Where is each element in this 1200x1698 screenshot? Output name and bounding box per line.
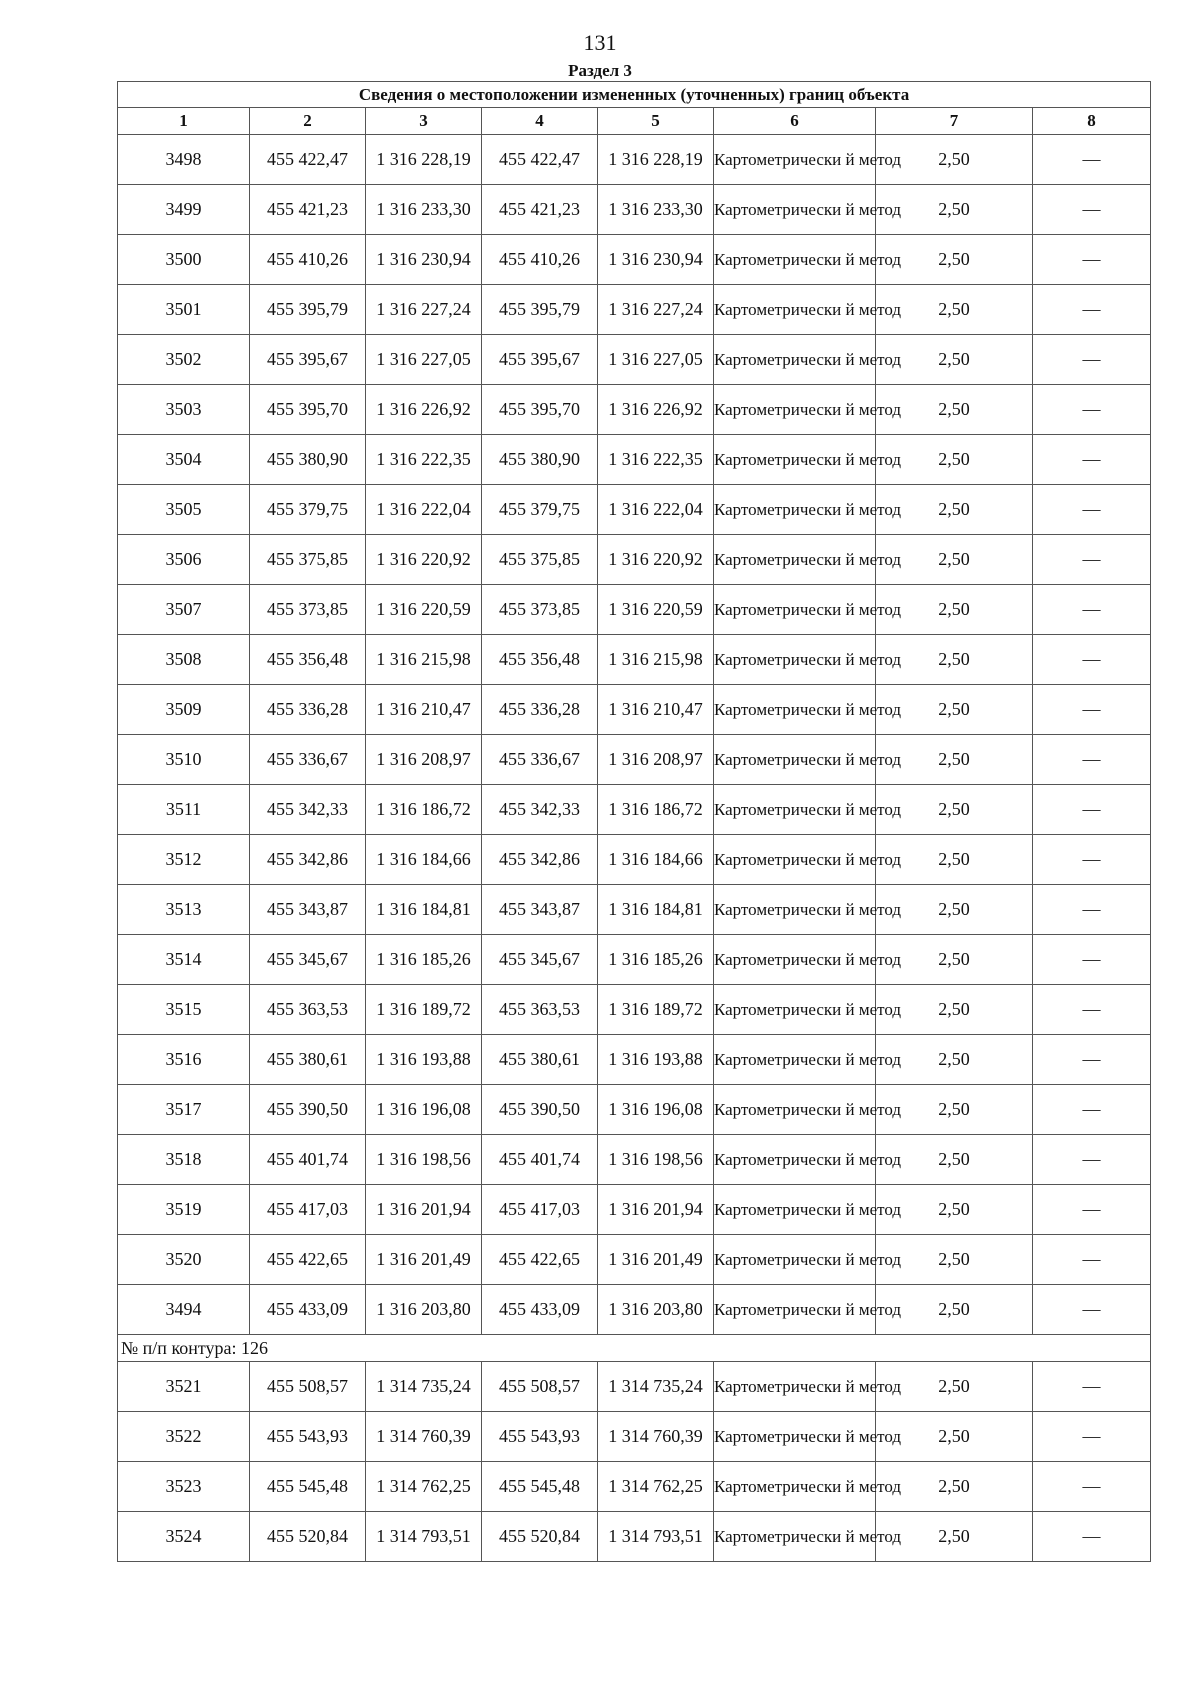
point-number-cell: 3522	[118, 1412, 250, 1462]
page-number: 131	[583, 30, 617, 55]
x-existing-cell: 455 422,65	[250, 1235, 366, 1285]
point-number-cell: 3514	[118, 935, 250, 985]
y-new-cell: 1 316 227,24	[598, 285, 714, 335]
x-new-cell: 455 520,84	[482, 1512, 598, 1562]
x-new-cell: 455 395,70	[482, 385, 598, 435]
point-number-cell: 3494	[118, 1285, 250, 1335]
accuracy-cell: 2,50	[876, 1362, 1033, 1412]
table-row	[118, 585, 1151, 635]
table-row	[118, 135, 1151, 185]
description-cell: —	[1033, 1185, 1151, 1235]
method-cell: Картометрически й метод	[714, 235, 876, 285]
accuracy-cell: 2,50	[876, 385, 1033, 435]
method-cell: Картометрически й метод	[714, 435, 876, 485]
y-existing-cell: 1 316 184,81	[366, 885, 482, 935]
y-new-cell: 1 316 230,94	[598, 235, 714, 285]
accuracy-cell: 2,50	[876, 935, 1033, 985]
x-existing-cell: 455 390,50	[250, 1085, 366, 1135]
method-cell: Картометрически й метод	[714, 585, 876, 635]
accuracy-cell: 2,50	[876, 285, 1033, 335]
description-cell: —	[1033, 785, 1151, 835]
accuracy-cell: 2,50	[876, 1185, 1033, 1235]
accuracy-cell: 2,50	[876, 985, 1033, 1035]
y-existing-cell: 1 314 735,24	[366, 1362, 482, 1412]
x-new-cell: 455 380,90	[482, 435, 598, 485]
y-new-cell: 1 316 193,88	[598, 1035, 714, 1085]
table-row	[118, 1362, 1151, 1412]
table-row	[118, 935, 1151, 985]
x-new-cell: 455 336,28	[482, 685, 598, 735]
y-new-cell: 1 314 760,39	[598, 1412, 714, 1462]
description-cell: —	[1033, 985, 1151, 1035]
accuracy-cell: 2,50	[876, 1462, 1033, 1512]
accuracy-cell: 2,50	[876, 1035, 1033, 1085]
description-cell: —	[1033, 335, 1151, 385]
y-existing-cell: 1 316 222,35	[366, 435, 482, 485]
column-header: 8	[1033, 108, 1151, 135]
table-row	[118, 1085, 1151, 1135]
method-cell: Картометрически й метод	[714, 985, 876, 1035]
point-number-cell: 3520	[118, 1235, 250, 1285]
x-existing-cell: 455 363,53	[250, 985, 366, 1035]
point-number-cell: 3498	[118, 135, 250, 185]
y-existing-cell: 1 316 220,59	[366, 585, 482, 635]
coordinates-table	[117, 81, 1151, 1562]
method-cell: Картометрически й метод	[714, 1285, 876, 1335]
x-existing-cell: 455 373,85	[250, 585, 366, 635]
x-existing-cell: 455 395,70	[250, 385, 366, 435]
x-new-cell: 455 390,50	[482, 1085, 598, 1135]
x-new-cell: 455 422,47	[482, 135, 598, 185]
method-cell: Картометрически й метод	[714, 1362, 876, 1412]
x-new-cell: 455 356,48	[482, 635, 598, 685]
method-cell: Картометрически й метод	[714, 485, 876, 535]
point-number-cell: 3509	[118, 685, 250, 735]
point-number-cell: 3500	[118, 235, 250, 285]
y-existing-cell: 1 316 233,30	[366, 185, 482, 235]
y-new-cell: 1 316 227,05	[598, 335, 714, 385]
accuracy-cell: 2,50	[876, 1285, 1033, 1335]
x-existing-cell: 455 336,67	[250, 735, 366, 785]
x-existing-cell: 455 343,87	[250, 885, 366, 935]
table-row	[118, 1135, 1151, 1185]
method-cell: Картометрически й метод	[714, 285, 876, 335]
column-header: 2	[250, 108, 366, 135]
y-existing-cell: 1 316 228,19	[366, 135, 482, 185]
x-existing-cell: 455 410,26	[250, 235, 366, 285]
x-existing-cell: 455 421,23	[250, 185, 366, 235]
accuracy-cell: 2,50	[876, 435, 1033, 485]
accuracy-cell: 2,50	[876, 785, 1033, 835]
table-row	[118, 335, 1151, 385]
point-number-cell: 3503	[118, 385, 250, 435]
table-row	[118, 1285, 1151, 1335]
description-cell: —	[1033, 1512, 1151, 1562]
x-existing-cell: 455 417,03	[250, 1185, 366, 1235]
point-number-cell: 3516	[118, 1035, 250, 1085]
point-number-cell: 3505	[118, 485, 250, 535]
accuracy-cell: 2,50	[876, 535, 1033, 585]
point-number-cell: 3521	[118, 1362, 250, 1412]
method-cell: Картометрически й метод	[714, 785, 876, 835]
description-cell: —	[1033, 935, 1151, 985]
point-number-cell: 3512	[118, 835, 250, 885]
description-cell: —	[1033, 885, 1151, 935]
point-number-cell: 3523	[118, 1462, 250, 1512]
y-existing-cell: 1 316 201,94	[366, 1185, 482, 1235]
x-new-cell: 455 410,26	[482, 235, 598, 285]
x-existing-cell: 455 375,85	[250, 535, 366, 585]
method-cell: Картометрически й метод	[714, 1085, 876, 1135]
x-new-cell: 455 342,86	[482, 835, 598, 885]
description-cell: —	[1033, 1035, 1151, 1085]
table-row	[118, 1512, 1151, 1562]
table-row	[118, 785, 1151, 835]
y-existing-cell: 1 316 203,80	[366, 1285, 482, 1335]
y-new-cell: 1 316 226,92	[598, 385, 714, 435]
y-new-cell: 1 316 208,97	[598, 735, 714, 785]
table-row	[118, 1235, 1151, 1285]
contour-label: № п/п контура: 126	[118, 1335, 1151, 1362]
accuracy-cell: 2,50	[876, 835, 1033, 885]
description-cell: —	[1033, 735, 1151, 785]
accuracy-cell: 2,50	[876, 885, 1033, 935]
x-existing-cell: 455 336,28	[250, 685, 366, 735]
description-cell: —	[1033, 235, 1151, 285]
x-existing-cell: 455 356,48	[250, 635, 366, 685]
column-header-row	[118, 108, 1151, 135]
y-existing-cell: 1 314 760,39	[366, 1412, 482, 1462]
accuracy-cell: 2,50	[876, 1235, 1033, 1285]
y-existing-cell: 1 316 186,72	[366, 785, 482, 835]
x-new-cell: 455 545,48	[482, 1462, 598, 1512]
x-new-cell: 455 422,65	[482, 1235, 598, 1285]
description-cell: —	[1033, 1462, 1151, 1512]
table-row	[118, 985, 1151, 1035]
x-new-cell: 455 342,33	[482, 785, 598, 835]
y-new-cell: 1 316 201,94	[598, 1185, 714, 1235]
table-row	[118, 835, 1151, 885]
accuracy-cell: 2,50	[876, 235, 1033, 285]
accuracy-cell: 2,50	[876, 1085, 1033, 1135]
x-new-cell: 455 433,09	[482, 1285, 598, 1335]
method-cell: Картометрически й метод	[714, 185, 876, 235]
y-new-cell: 1 316 203,80	[598, 1285, 714, 1335]
x-new-cell: 455 380,61	[482, 1035, 598, 1085]
description-cell: —	[1033, 485, 1151, 535]
y-new-cell: 1 316 222,04	[598, 485, 714, 535]
method-cell: Картометрически й метод	[714, 1135, 876, 1185]
x-existing-cell: 455 401,74	[250, 1135, 366, 1185]
table-row	[118, 685, 1151, 735]
x-existing-cell: 455 342,86	[250, 835, 366, 885]
y-existing-cell: 1 316 230,94	[366, 235, 482, 285]
y-new-cell: 1 316 184,66	[598, 835, 714, 885]
table-caption: Сведения о местоположении измененных (уточненных) границ объекта	[118, 82, 1151, 108]
method-cell: Картометрически й метод	[714, 885, 876, 935]
x-existing-cell: 455 395,67	[250, 335, 366, 385]
accuracy-cell: 2,50	[876, 1135, 1033, 1185]
column-header: 3	[366, 108, 482, 135]
x-new-cell: 455 379,75	[482, 485, 598, 535]
x-new-cell: 455 345,67	[482, 935, 598, 985]
table-row	[118, 285, 1151, 335]
method-cell: Картометрически й метод	[714, 1462, 876, 1512]
accuracy-cell: 2,50	[876, 685, 1033, 735]
x-new-cell: 455 395,67	[482, 335, 598, 385]
x-new-cell: 455 401,74	[482, 1135, 598, 1185]
point-number-cell: 3504	[118, 435, 250, 485]
description-cell: —	[1033, 535, 1151, 585]
table-row	[118, 1185, 1151, 1235]
x-existing-cell: 455 433,09	[250, 1285, 366, 1335]
description-cell: —	[1033, 435, 1151, 485]
method-cell: Картометрически й метод	[714, 635, 876, 685]
y-existing-cell: 1 316 198,56	[366, 1135, 482, 1185]
method-cell: Картометрически й метод	[714, 1185, 876, 1235]
column-header: 7	[876, 108, 1033, 135]
description-cell: —	[1033, 1235, 1151, 1285]
description-cell: —	[1033, 385, 1151, 435]
description-cell: —	[1033, 285, 1151, 335]
column-header: 4	[482, 108, 598, 135]
x-new-cell: 455 421,23	[482, 185, 598, 235]
method-cell: Картометрически й метод	[714, 685, 876, 735]
accuracy-cell: 2,50	[876, 1412, 1033, 1462]
method-cell: Картометрически й метод	[714, 935, 876, 985]
accuracy-cell: 2,50	[876, 185, 1033, 235]
accuracy-cell: 2,50	[876, 335, 1033, 385]
x-existing-cell: 455 508,57	[250, 1362, 366, 1412]
x-new-cell: 455 508,57	[482, 1362, 598, 1412]
table-row	[118, 885, 1151, 935]
method-cell: Картометрически й метод	[714, 135, 876, 185]
x-existing-cell: 455 380,61	[250, 1035, 366, 1085]
x-new-cell: 455 417,03	[482, 1185, 598, 1235]
y-existing-cell: 1 316 210,47	[366, 685, 482, 735]
method-cell: Картометрически й метод	[714, 1035, 876, 1085]
y-new-cell: 1 316 201,49	[598, 1235, 714, 1285]
table-row	[118, 185, 1151, 235]
point-number-cell: 3506	[118, 535, 250, 585]
y-new-cell: 1 316 220,59	[598, 585, 714, 635]
method-cell: Картометрически й метод	[714, 1412, 876, 1462]
x-existing-cell: 455 543,93	[250, 1412, 366, 1462]
section-title: Раздел 3	[568, 61, 632, 80]
y-existing-cell: 1 316 196,08	[366, 1085, 482, 1135]
table-body	[118, 82, 1151, 1562]
method-cell: Картометрически й метод	[714, 385, 876, 435]
point-number-cell: 3524	[118, 1512, 250, 1562]
y-new-cell: 1 316 215,98	[598, 635, 714, 685]
description-cell: —	[1033, 135, 1151, 185]
y-new-cell: 1 316 233,30	[598, 185, 714, 235]
y-existing-cell: 1 314 762,25	[366, 1462, 482, 1512]
y-new-cell: 1 316 198,56	[598, 1135, 714, 1185]
table-row	[118, 485, 1151, 535]
point-number-cell: 3499	[118, 185, 250, 235]
method-cell: Картометрически й метод	[714, 335, 876, 385]
x-new-cell: 455 543,93	[482, 1412, 598, 1462]
table-row	[118, 1035, 1151, 1085]
method-cell: Картометрически й метод	[714, 835, 876, 885]
y-new-cell: 1 316 185,26	[598, 935, 714, 985]
description-cell: —	[1033, 585, 1151, 635]
point-number-cell: 3519	[118, 1185, 250, 1235]
x-new-cell: 455 395,79	[482, 285, 598, 335]
column-header: 6	[714, 108, 876, 135]
y-existing-cell: 1 316 201,49	[366, 1235, 482, 1285]
y-new-cell: 1 316 210,47	[598, 685, 714, 735]
y-new-cell: 1 316 184,81	[598, 885, 714, 935]
point-number-cell: 3502	[118, 335, 250, 385]
x-new-cell: 455 363,53	[482, 985, 598, 1035]
y-existing-cell: 1 316 185,26	[366, 935, 482, 985]
description-cell: —	[1033, 185, 1151, 235]
y-new-cell: 1 316 228,19	[598, 135, 714, 185]
contour-row	[118, 1335, 1151, 1362]
description-cell: —	[1033, 635, 1151, 685]
y-existing-cell: 1 316 184,66	[366, 835, 482, 885]
accuracy-cell: 2,50	[876, 485, 1033, 535]
y-new-cell: 1 316 189,72	[598, 985, 714, 1035]
point-number-cell: 3518	[118, 1135, 250, 1185]
method-cell: Картометрически й метод	[714, 535, 876, 585]
y-new-cell: 1 316 186,72	[598, 785, 714, 835]
point-number-cell: 3515	[118, 985, 250, 1035]
x-existing-cell: 455 380,90	[250, 435, 366, 485]
accuracy-cell: 2,50	[876, 135, 1033, 185]
x-new-cell: 455 373,85	[482, 585, 598, 635]
column-header: 5	[598, 108, 714, 135]
x-existing-cell: 455 379,75	[250, 485, 366, 535]
y-new-cell: 1 316 196,08	[598, 1085, 714, 1135]
x-new-cell: 455 343,87	[482, 885, 598, 935]
y-new-cell: 1 314 762,25	[598, 1462, 714, 1512]
x-existing-cell: 455 345,67	[250, 935, 366, 985]
point-number-cell: 3513	[118, 885, 250, 935]
table-row	[118, 635, 1151, 685]
point-number-cell: 3507	[118, 585, 250, 635]
x-existing-cell: 455 395,79	[250, 285, 366, 335]
description-cell: —	[1033, 685, 1151, 735]
table-row	[118, 535, 1151, 585]
table-row	[118, 385, 1151, 435]
x-existing-cell: 455 342,33	[250, 785, 366, 835]
table-row	[118, 1412, 1151, 1462]
accuracy-cell: 2,50	[876, 635, 1033, 685]
description-cell: —	[1033, 1285, 1151, 1335]
y-existing-cell: 1 316 227,05	[366, 335, 482, 385]
accuracy-cell: 2,50	[876, 735, 1033, 785]
y-existing-cell: 1 316 227,24	[366, 285, 482, 335]
table-row	[118, 1462, 1151, 1512]
description-cell: —	[1033, 1085, 1151, 1135]
x-new-cell: 455 336,67	[482, 735, 598, 785]
y-existing-cell: 1 316 193,88	[366, 1035, 482, 1085]
point-number-cell: 3511	[118, 785, 250, 835]
table-row	[118, 435, 1151, 485]
y-new-cell: 1 316 222,35	[598, 435, 714, 485]
point-number-cell: 3501	[118, 285, 250, 335]
y-new-cell: 1 314 793,51	[598, 1512, 714, 1562]
x-existing-cell: 455 520,84	[250, 1512, 366, 1562]
y-new-cell: 1 314 735,24	[598, 1362, 714, 1412]
y-existing-cell: 1 316 215,98	[366, 635, 482, 685]
y-existing-cell: 1 316 189,72	[366, 985, 482, 1035]
y-existing-cell: 1 316 226,92	[366, 385, 482, 435]
method-cell: Картометрически й метод	[714, 735, 876, 785]
y-existing-cell: 1 316 208,97	[366, 735, 482, 785]
method-cell: Картометрически й метод	[714, 1512, 876, 1562]
y-existing-cell: 1 316 220,92	[366, 535, 482, 585]
column-header: 1	[118, 108, 250, 135]
description-cell: —	[1033, 1135, 1151, 1185]
y-existing-cell: 1 314 793,51	[366, 1512, 482, 1562]
table-caption-row	[118, 82, 1151, 108]
table-row	[118, 235, 1151, 285]
point-number-cell: 3508	[118, 635, 250, 685]
y-new-cell: 1 316 220,92	[598, 535, 714, 585]
y-existing-cell: 1 316 222,04	[366, 485, 482, 535]
description-cell: —	[1033, 835, 1151, 885]
x-new-cell: 455 375,85	[482, 535, 598, 585]
accuracy-cell: 2,50	[876, 1512, 1033, 1562]
point-number-cell: 3510	[118, 735, 250, 785]
description-cell: —	[1033, 1412, 1151, 1462]
point-number-cell: 3517	[118, 1085, 250, 1135]
x-existing-cell: 455 422,47	[250, 135, 366, 185]
description-cell: —	[1033, 1362, 1151, 1412]
x-existing-cell: 455 545,48	[250, 1462, 366, 1512]
accuracy-cell: 2,50	[876, 585, 1033, 635]
method-cell: Картометрически й метод	[714, 1235, 876, 1285]
table-row	[118, 735, 1151, 785]
